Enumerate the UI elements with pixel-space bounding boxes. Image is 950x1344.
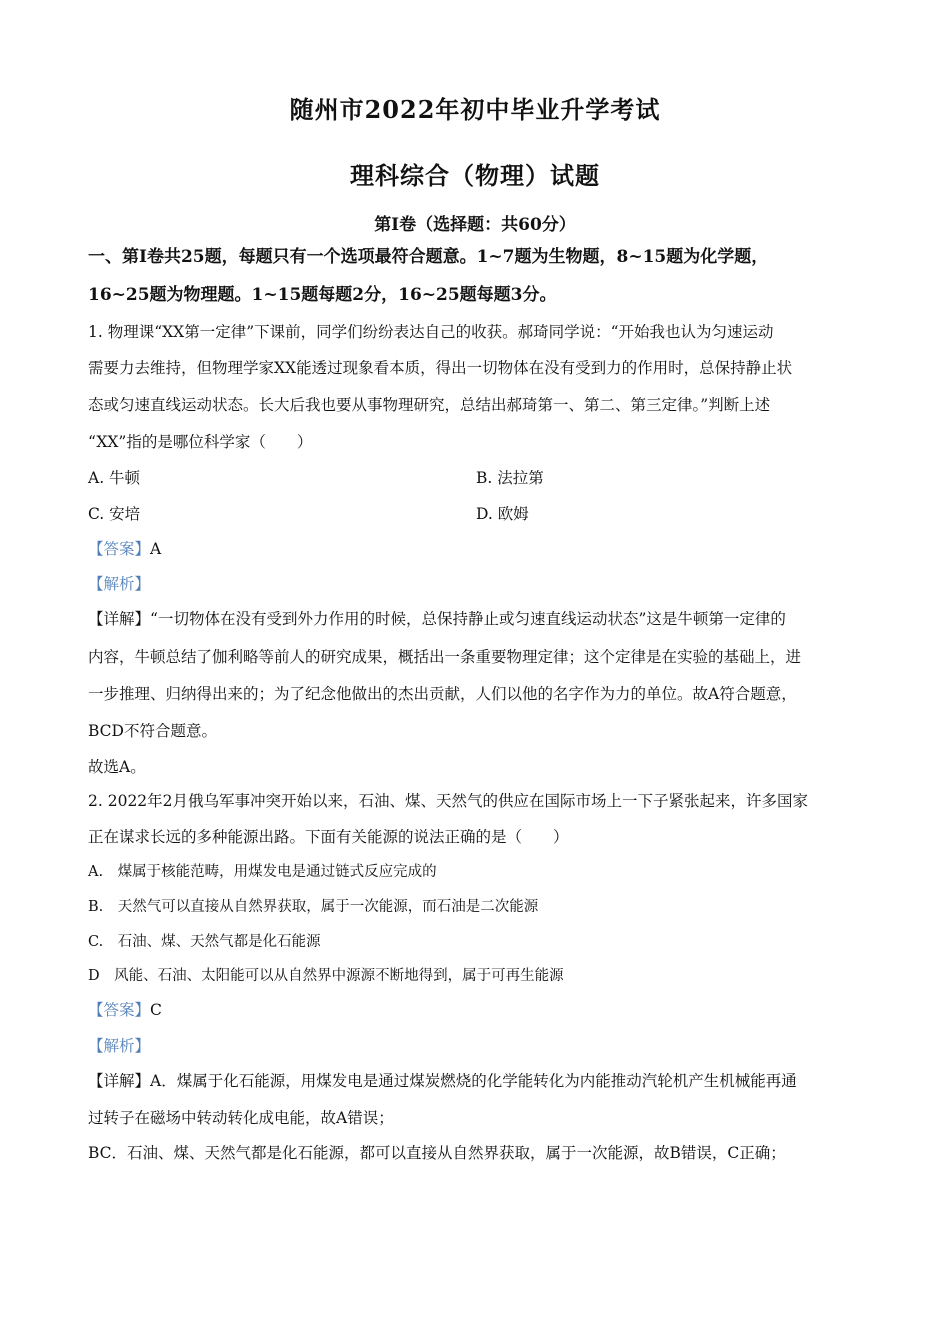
exam-title: 随州市2022年初中毕业升学考试 xyxy=(289,95,661,124)
answer-value: A xyxy=(150,540,162,558)
q2-option-b: B. 天然气可以直接从自然界获取，属于一次能源，而石油是二次能源 xyxy=(88,899,539,915)
answer-tag: 【答案】 xyxy=(88,540,151,558)
section-heading: 第I卷（选择题：共60分） xyxy=(374,215,576,235)
q1-option-c: C. 安培 xyxy=(88,505,141,523)
detail-text: A．煤属于化石能源，用煤发电是通过煤炭燃烧的化学能转化为内能推动汽轮机产生机械能再通 xyxy=(150,1072,797,1090)
instructions-line-2: 16~25题为物理题。1~15题每题2分，16~25题每题3分。 xyxy=(88,285,557,305)
q2-analysis-tag: 【解析】 xyxy=(88,1037,151,1055)
q1-option-a: A. 牛顿 xyxy=(88,469,141,487)
q1-answer xyxy=(88,538,161,560)
exam-subtitle: 理科综合（物理）试题 xyxy=(350,161,600,190)
q2-stem-line-1: 2. 2022年2月俄乌军事冲突开始以来，石油、煤、天然气的供应在国际市场上一下子紧张起来，许多国家 xyxy=(88,792,809,810)
q2-option-a: A. 煤属于核能范畴，用煤发电是通过链式反应完成的 xyxy=(88,864,437,880)
q1-detail-line-1 xyxy=(88,608,786,630)
q1-stem-line-2: 需要力去维持，但物理学家XX能透过现象看本质，得出一切物体在没有受到力的作用时，总保持静止状 xyxy=(88,359,793,377)
q2-detail-line-3: BC．石油、煤、天然气都是化石能源，都可以直接从自然界获取，属于一次能源，故B错误，C正确； xyxy=(88,1144,786,1162)
q1-stem-line-1: 1. 物理课“XX第一定律”下课前，同学们纷纷表达自己的收获。郝琦同学说：“开始我也认为匀速运动 xyxy=(88,323,774,341)
q1-stem-line-3: 态或匀速直线运动状态。长大后我也要从事物理研究，总结出郝琦第一、第二、第三定律。”判断上述 xyxy=(88,396,771,414)
q1-detail-line-2: 内容，牛顿总结了伽利略等前人的研究成果，概括出一条重要物理定律；这个定律是在实验的基础上，进 xyxy=(88,648,802,666)
q1-detail-line-4: BCD不符合题意。 xyxy=(88,722,217,740)
q1-option-d: D. 欧姆 xyxy=(476,505,529,523)
instructions-line-1: 一、第I卷共25题，每题只有一个选项最符合题意。1~7题为生物题，8~15题为化学题， xyxy=(88,247,769,267)
detail-tag: 【详解】 xyxy=(88,1072,151,1090)
q1-detail-line-3: 一步推理、归纳得出来的；为了纪念他做出的杰出贡献，人们以他的名字作为力的单位。故A符合题意， xyxy=(88,685,797,703)
q2-option-c: C. 石油、煤、天然气都是化石能源 xyxy=(88,934,321,950)
q2-answer xyxy=(88,999,162,1021)
q1-conclusion: 故选A。 xyxy=(88,758,146,776)
q2-option-d: D 风能、石油、太阳能可以从自然界中源源不断地得到，属于可再生能源 xyxy=(88,968,564,984)
answer-value: C xyxy=(150,1001,162,1019)
q1-option-b: B. 法拉第 xyxy=(476,469,544,487)
detail-tag: 【详解】 xyxy=(88,610,151,628)
detail-text: “一切物体在没有受到外力作用的时候，总保持静止或匀速直线运动状态”这是牛顿第一定律的 xyxy=(150,610,786,628)
q1-analysis-tag: 【解析】 xyxy=(88,575,151,593)
q2-detail-line-1 xyxy=(88,1070,797,1092)
q2-detail-line-2: 过转子在磁场中转动转化成电能，故A错误； xyxy=(88,1109,394,1127)
q2-stem-line-2: 正在谋求长远的多种能源出路。下面有关能源的说法正确的是（ ） xyxy=(88,828,569,846)
q1-stem-line-4: “XX”指的是哪位科学家（ ） xyxy=(88,433,313,451)
answer-tag: 【答案】 xyxy=(88,1001,151,1019)
